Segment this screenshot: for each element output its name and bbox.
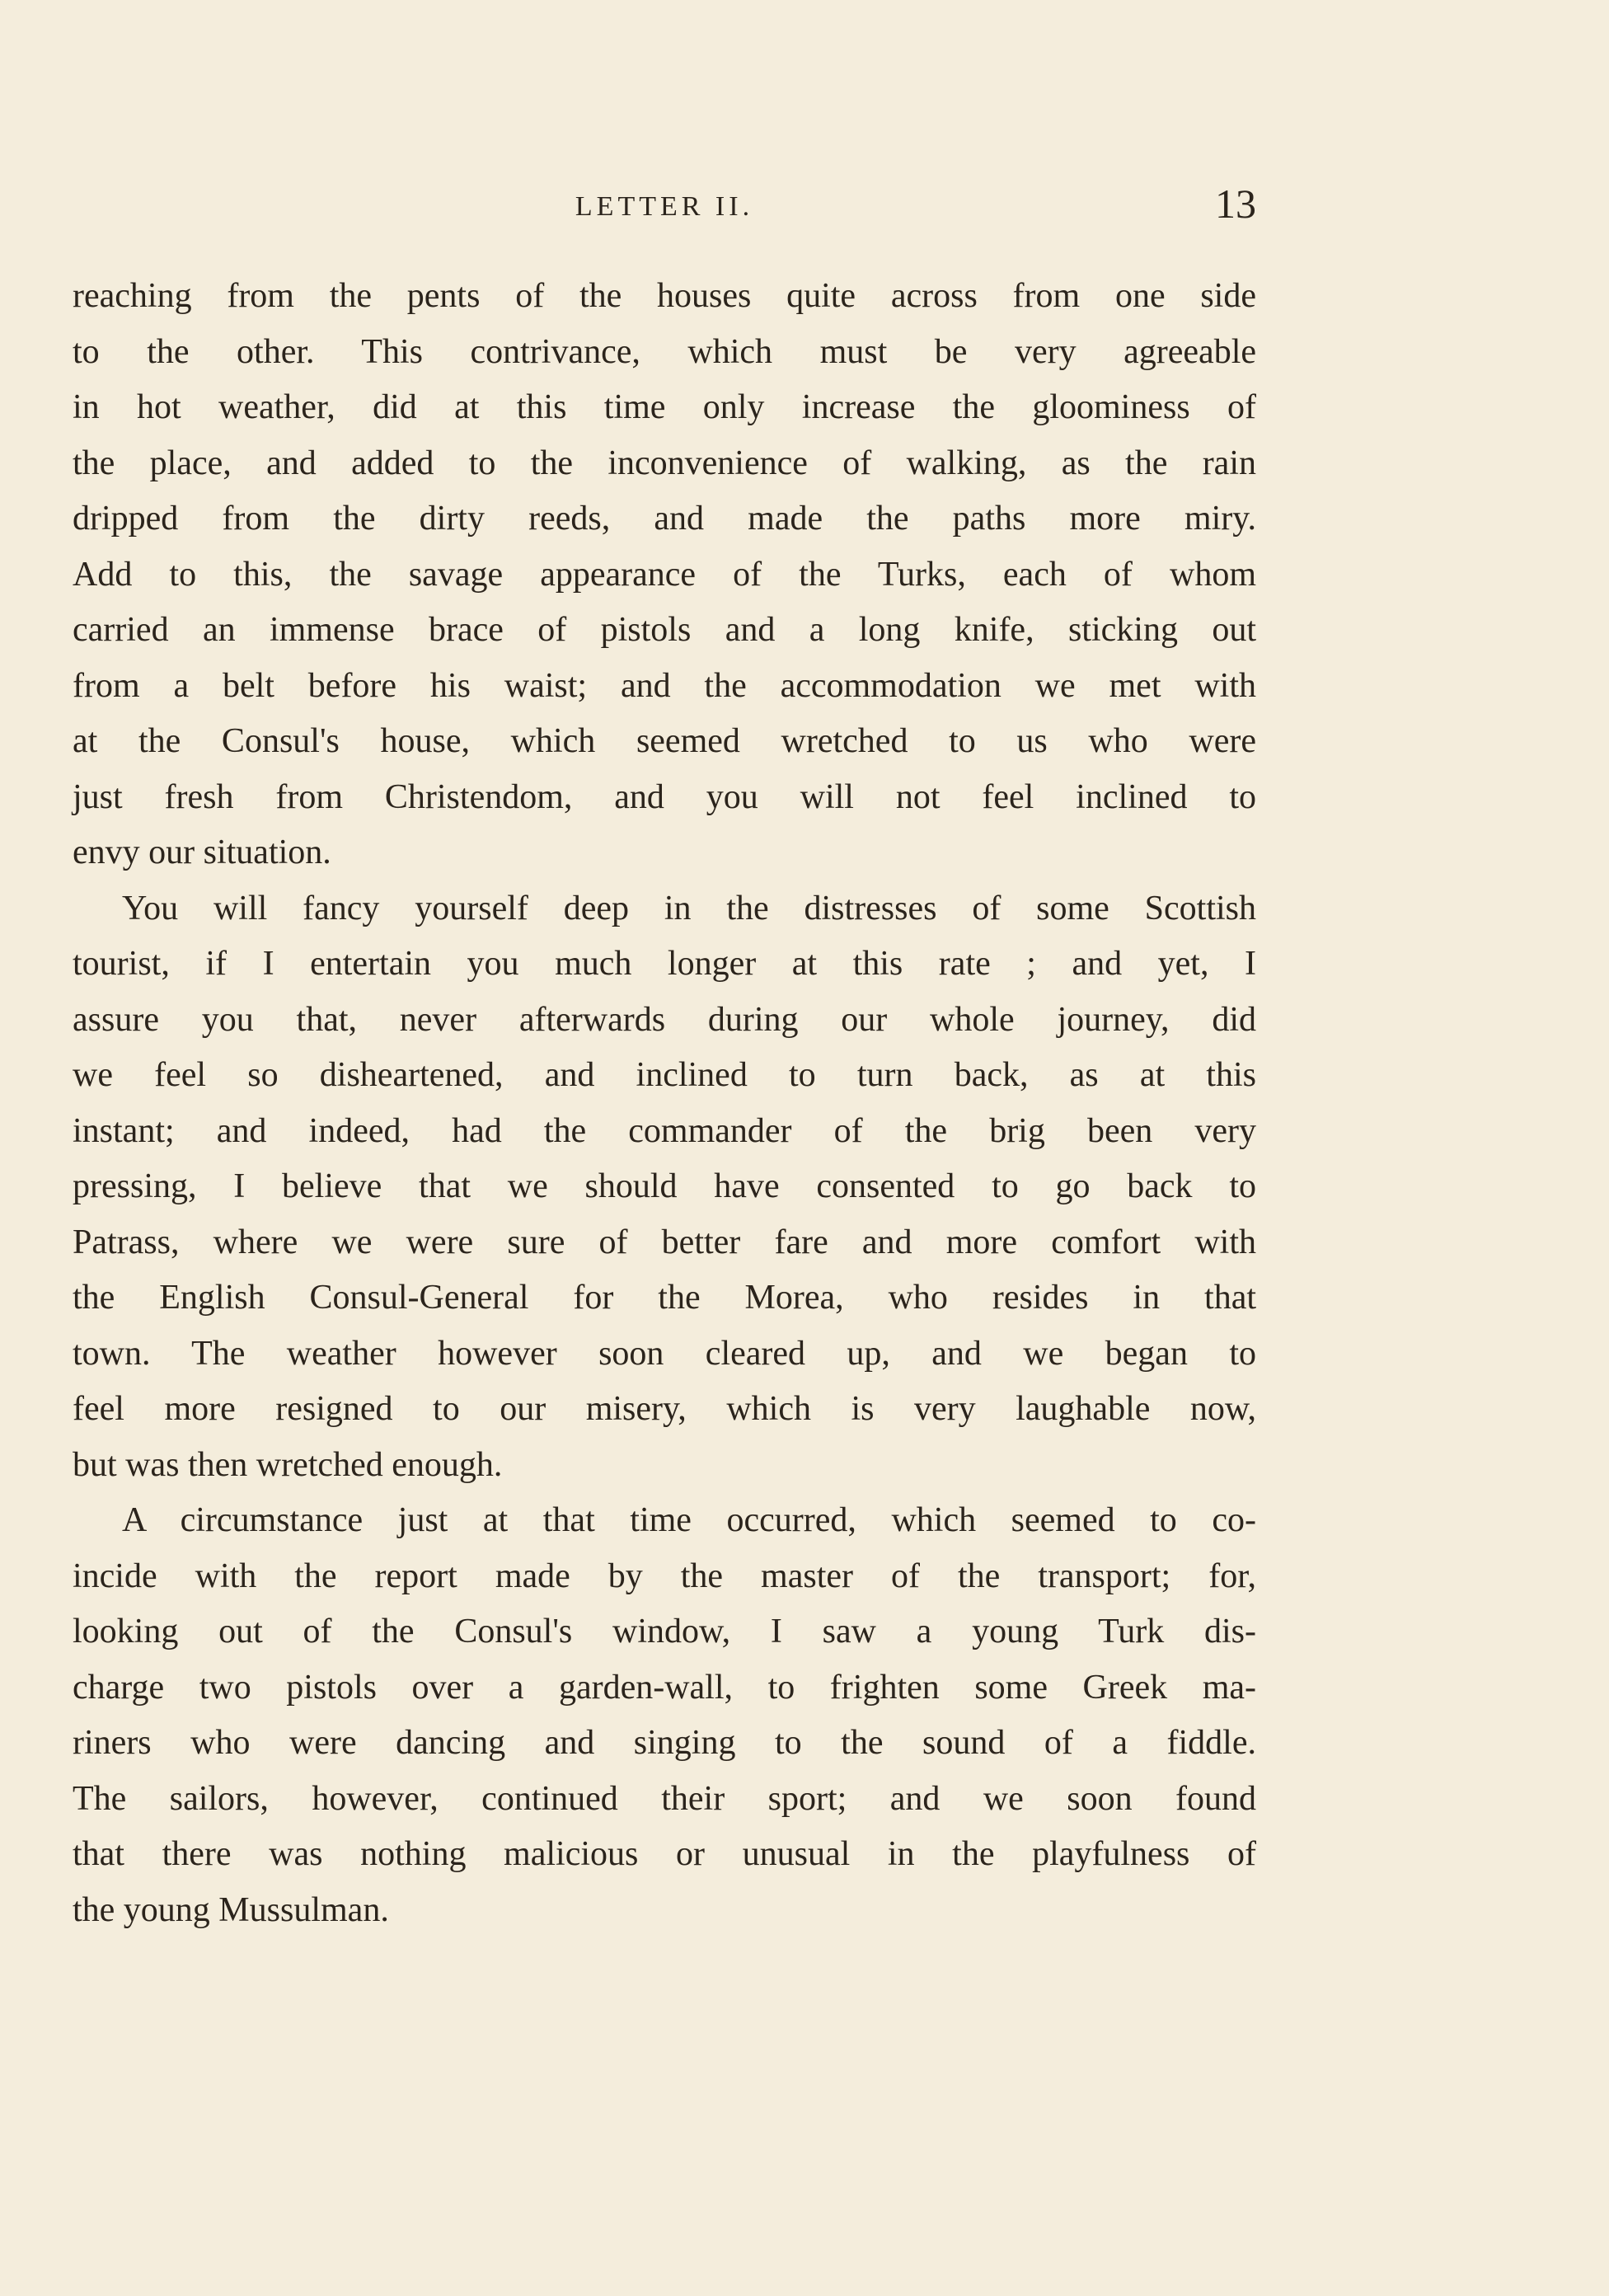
text-line: the English Consul-General for the Morea, who resides in that (73, 1279, 1256, 1317)
running-head (73, 180, 1256, 229)
text-line: tourist, if I entertain you much longer at this rate ; and yet, I (73, 945, 1256, 983)
text-line: You will fancy yourself deep in the distresses of some Scottish (122, 889, 1256, 927)
text-line: Patrass, where we were sure of better fare and more comfort with (73, 1223, 1256, 1261)
text-line: that there was nothing malicious or unusual in the playfulness of (73, 1835, 1256, 1873)
text-line: envy our situation. (73, 833, 331, 871)
text-line: incide with the report made by the master of the transport; for, (73, 1556, 1256, 1595)
body-text (73, 269, 1256, 1938)
running-title: LETTER II. (575, 191, 754, 222)
text-line: Add to this, the savage appearance of the Turks, each of whom (73, 555, 1256, 594)
text-line: we feel so disheartened, and inclined to turn back, as at this (73, 1056, 1256, 1094)
page-number: 13 (1215, 181, 1256, 227)
text-line: but was then wretched enough. (73, 1445, 503, 1484)
text-line: assure you that, never afterwards during our whole journey, did (73, 1000, 1256, 1039)
text-line: carried an immense brace of pistols and a long knife, sticking out (73, 611, 1256, 649)
text-line: to the other. This contrivance, which must be very agreeable (73, 332, 1256, 371)
text-line: riners who were dancing and singing to the sound of a fiddle. (73, 1724, 1256, 1762)
text-line: looking out of the Consul's window, I saw a young Turk dis- (73, 1613, 1256, 1650)
text-line: in hot weather, did at this time only increase the gloominess of (73, 388, 1256, 426)
text-line: pressing, I believe that we should have consented to go back to (73, 1167, 1256, 1205)
text-line: the young Mussulman. (73, 1890, 389, 1929)
text-line: from a belt before his waist; and the accommodation we met with (73, 666, 1256, 705)
text-line: reaching from the pents of the houses quite across from one side (73, 277, 1256, 315)
text-line: the place, and added to the inconvenience of walking, as the rain (73, 444, 1256, 482)
text-line: A circumstance just at that time occurred, which seemed to co- (122, 1501, 1256, 1539)
text-line: town. The weather however soon cleared up, and we began to (73, 1334, 1256, 1373)
text-line: instant; and indeed, had the commander of the brig been very (73, 1111, 1256, 1150)
text-line: just fresh from Christendom, and you will not feel inclined to (73, 777, 1256, 816)
text-line: dripped from the dirty reeds, and made the paths more miry. (73, 500, 1256, 538)
text-line: charge two pistols over a garden-wall, to frighten some Greek ma- (73, 1668, 1256, 1707)
text-line: feel more resigned to our misery, which is very laughable now, (73, 1390, 1256, 1428)
text-line: at the Consul's house, which seemed wretched to us who were (73, 722, 1256, 760)
text-line: The sailors, however, continued their sport; and we soon found (73, 1779, 1256, 1818)
